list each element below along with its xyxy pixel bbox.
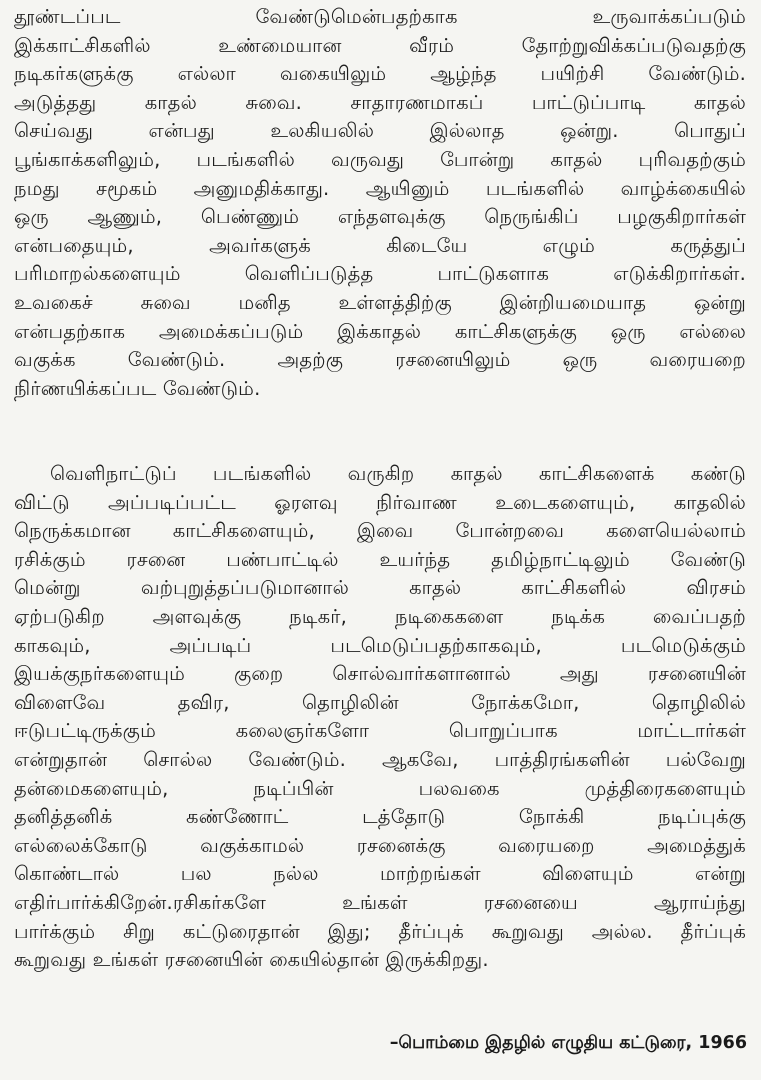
text-line: என்பதற்காக அமைக்கப்படும் இக்காதல் காட்சிகளுக்கு ஒரு எல்லை: [14, 319, 746, 343]
text-line: எதிர்பார்க்கிறேன்.ரசிகர்களே உங்கள் ரசனையை ஆராய்ந்து: [14, 890, 746, 914]
text-line: கொண்டால் பல நல்ல மாற்றங்கள் விளையும் என்று: [14, 862, 746, 886]
text-line: நடிகர்களுக்கு எல்லா வகையிலும் ஆழ்ந்த பயிற்சி வேண்டும்.: [14, 62, 746, 86]
paragraph-1: [14, 3, 746, 403]
text-line: தனித்தனிக் கண்ணோட் டத்தோடு நோக்கி நடிப்புக்கு: [14, 805, 746, 829]
attribution-line: –பொம்மை இதழில் எழுதிய கட்டுரை, 1966: [389, 1033, 747, 1053]
text-line: இக்காட்சிகளில் உண்மையான வீரம் தோற்றுவிக்கப்படுவதற்கு: [14, 33, 746, 57]
paragraph-2: [14, 460, 746, 975]
text-line: நெருக்கமான காட்சிகளையும், இவை போன்றவை களையெல்லாம்: [14, 519, 746, 543]
text-line: அடுத்தது காதல் சுவை. சாதாரணமாகப் பாட்டுப்பாடி காதல்: [14, 90, 746, 114]
text-line: பார்க்கும் சிறு கட்டுரைதான் இது; தீர்ப்புக் கூறுவது அல்ல. தீர்ப்புக்: [14, 919, 746, 943]
text-line: பரிமாறல்களையும் வெளிப்படுத்த பாட்டுகளாக எடுக்கிறார்கள்.: [14, 262, 746, 286]
text-line: நிர்ணயிக்கப்பட வேண்டும்.: [14, 376, 261, 400]
text-line: தன்மைகளையும், நடிப்பின் பலவகை முத்திரைகளையும்: [14, 776, 746, 800]
text-line: மென்று வற்புறுத்தப்படுமானால் காதல் காட்சிகளில் விரசம்: [14, 576, 746, 600]
text-line: எல்லைக்கோடு வகுக்காமல் ரசனைக்கு வரையறை அமைத்துக்: [14, 833, 746, 857]
text-line: வகுக்க வேண்டும். அதற்கு ரசனையிலும் ஒரு வரையறை: [14, 348, 746, 372]
text-line: பூங்காக்களிலும், படங்களில் வருவது போன்று காதல் புரிவதற்கும்: [14, 147, 746, 171]
text-line: காகவும், அப்படிப் படமெடுப்பதற்காகவும், படமெடுக்கும்: [14, 633, 746, 657]
text-line: என்பதையும், அவர்களுக் கிடையே எழும் கருத்துப்: [14, 233, 746, 257]
text-line: செய்வது என்பது உலகியலில் இல்லாத ஒன்று. பொதுப்: [14, 119, 746, 143]
text-line: ஈடுபட்டிருக்கும் கலைஞர்களோ பொறுப்பாக மாட்டார்கள்: [14, 719, 746, 743]
text-line: விளைவே தவிர, தொழிலின் நோக்கமோ, தொழிலில்: [14, 690, 746, 714]
text-line: கூறுவது உங்கள் ரசனையின் கையில்தான் இருக்கிறது.: [14, 948, 489, 972]
text-line: இயக்குநர்களையும் குறை சொல்வார்களானால் அது ரசனையின்: [14, 662, 746, 686]
text-line: ரசிக்கும் ரசனை பண்பாட்டில் உயர்ந்த தமிழ்நாட்டிலும் வேண்டு: [14, 547, 746, 571]
text-line: நமது சமூகம் அனுமதிக்காது. ஆயினும் படங்களில் வாழ்க்கையில்: [14, 176, 746, 200]
text-line: என்றுதான் சொல்ல வேண்டும். ஆகவே, பாத்திரங்களின் பல்வேறு: [14, 747, 746, 771]
text-line: ஒரு ஆணும், பெண்ணும் எந்தளவுக்கு நெருங்கிப் பழகுகிறார்கள்: [14, 205, 746, 229]
text-line: ஏற்படுகிற அளவுக்கு நடிகர், நடிகைகளை நடிக்க வைப்பதற்: [14, 604, 746, 628]
text-line: விட்டு அப்படிப்பட்ட ஓரளவு நிர்வாண உடைகளையும், காதலில்: [14, 490, 746, 514]
text-line: உவகைச் சுவை மனித உள்ளத்திற்கு இன்றியமையாத ஒன்று: [14, 290, 746, 314]
text-line: வெளிநாட்டுப் படங்களில் வருகிற காதல் காட்சிகளைக் கண்டு: [50, 462, 746, 485]
text-line: தூண்டப்பட வேண்டுமென்பதற்காக உருவாக்கப்படும்: [14, 5, 746, 28]
